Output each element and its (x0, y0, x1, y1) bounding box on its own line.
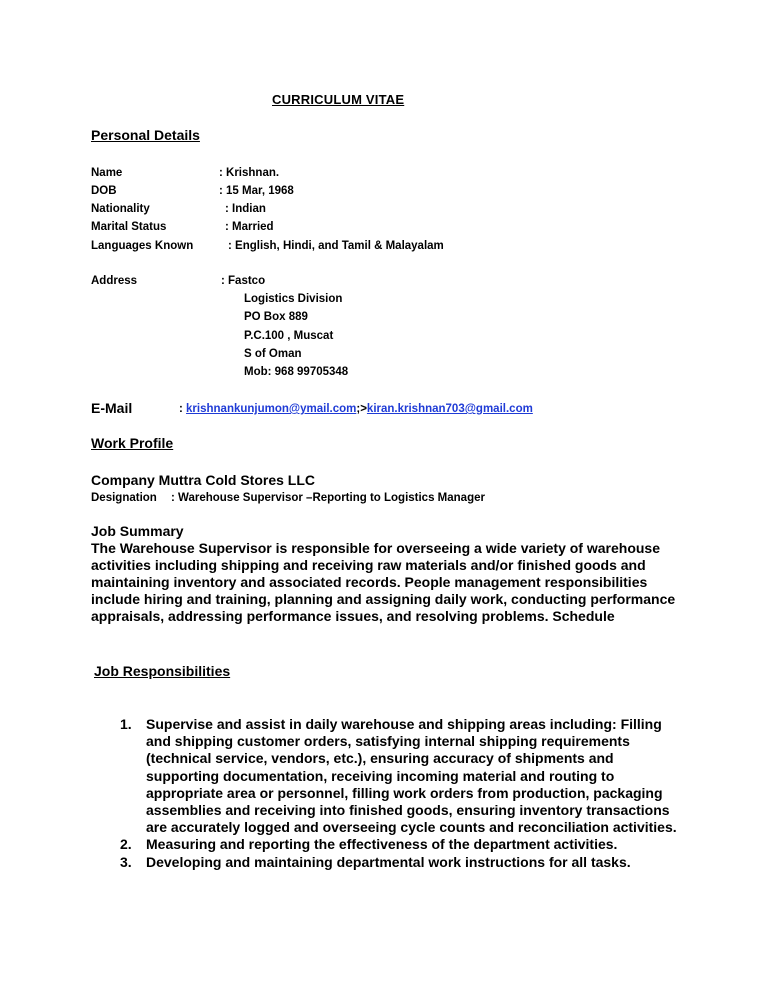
job-summary (91, 523, 691, 625)
dob-value: : 15 Mar, 1968 (219, 185, 294, 197)
designation-label: Designation (91, 492, 157, 504)
responsibilities-list (120, 716, 680, 871)
list-item-text: Measuring and reporting the effectiveness of the department activities. (146, 836, 618, 853)
address-line: S of Oman (244, 348, 302, 360)
list-item-text: Developing and maintaining departmental work instructions for all tasks. (146, 853, 631, 870)
job-responsibilities-heading: Job Responsibilities (94, 663, 231, 679)
address-line: Logistics Division (244, 293, 343, 305)
list-item (120, 836, 680, 853)
job-summary-text: The Warehouse Supervisor is responsible for overseeing a wide variety of warehouse activities including shipping and receiving raw materials and/or finished goods and maintaining inventory and associated records. People management responsibilities include hiring and training, planning and assigning daily work, conducting performance appraisals, addressing performance issues, and resolving problems. Schedule (91, 540, 676, 624)
address-line: PO Box 889 (244, 311, 308, 323)
email-label: E-Mail (91, 400, 133, 416)
email-addresses (179, 403, 533, 415)
marital-status-value: : Married (225, 221, 274, 233)
list-item (120, 716, 680, 836)
list-item-number: 3. (120, 853, 132, 870)
dob-label: DOB (91, 185, 117, 197)
primary-email-link[interactable]: krishnankunjumon@ymail.com (186, 403, 357, 415)
designation-value: : Warehouse Supervisor –Reporting to Logistics Manager (171, 492, 485, 504)
name-value: : Krishnan. (219, 167, 280, 179)
address-line: P.C.100 , Muscat (244, 330, 334, 342)
list-item (120, 854, 680, 871)
personal-details-heading: Personal Details (91, 127, 200, 143)
name-label: Name (91, 167, 123, 179)
address-line: Mob: 968 99705348 (244, 366, 349, 378)
nationality-label: Nationality (91, 203, 150, 215)
list-item-text: Supervise and assist in daily warehouse and shipping areas including: Filling and shipping customer orders, satisfying internal shipping requirements (technical service, vendors, etc.), ensuring accuracy of shipments and supporting documentation, receiving incoming material and routing to appropriate area or personnel, filling work orders from production, packaging assemblies and receiving into finished goods, ensuring inventory transactions are accurately logged and overseeing cycle counts and reconciliation activities. (146, 716, 677, 836)
job-summary-heading: Job Summary (91, 523, 184, 539)
secondary-email-link[interactable]: kiran.krishnan703@gmail.com (366, 403, 533, 415)
marital-status-label: Marital Status (91, 221, 167, 233)
list-item-number: 1. (120, 716, 132, 732)
languages-label: Languages Known (91, 240, 194, 252)
work-profile-heading: Work Profile (91, 435, 174, 451)
email-separator: ;> (356, 403, 367, 415)
company-name: Company Muttra Cold Stores LLC (91, 472, 316, 488)
address-label: Address (91, 275, 138, 287)
nationality-value: : Indian (225, 203, 266, 215)
address-line: : Fastco (221, 275, 266, 287)
document-title: CURRICULUM VITAE (272, 92, 405, 107)
email-prefix: : (179, 403, 187, 415)
languages-value: : English, Hindi, and Tamil & Malayalam (228, 240, 444, 252)
list-item-number: 2. (120, 836, 132, 853)
